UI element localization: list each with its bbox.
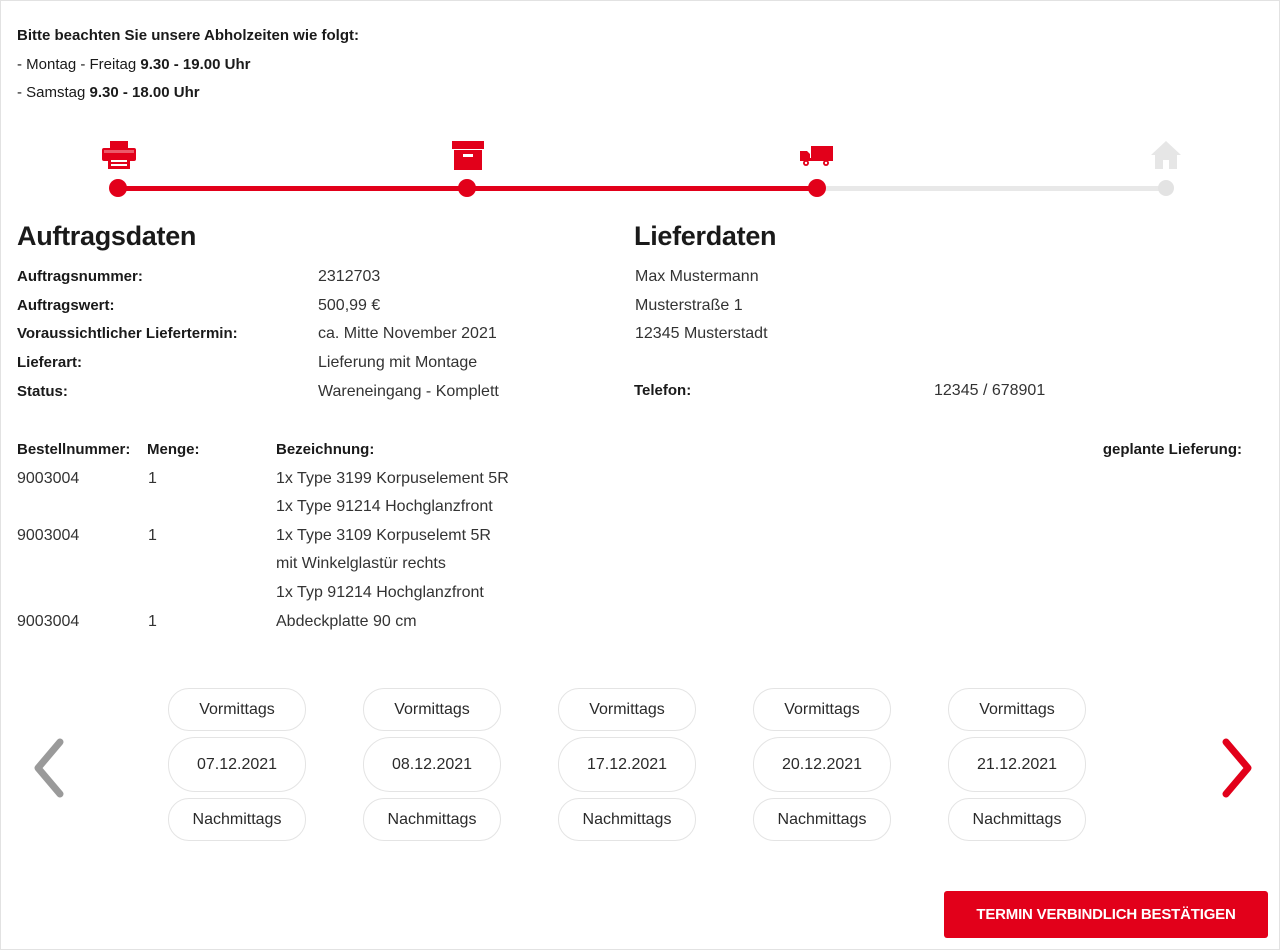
- order-field-row: [17, 263, 577, 292]
- phone-label: Telefon:: [634, 382, 692, 399]
- next-dates-button[interactable]: [1218, 736, 1258, 800]
- table-row: [17, 522, 1242, 608]
- item-description: [276, 465, 509, 522]
- date-button[interactable]: 08.12.2021: [363, 737, 501, 792]
- status-value: Wareneingang - Komplett: [318, 382, 499, 400]
- delivery-data-title: Lieferdaten: [634, 221, 777, 251]
- archive-box-icon: [448, 138, 488, 172]
- table-header: [17, 436, 1242, 465]
- item-description-line: 1x Type 91214 Hochglanzfront: [276, 498, 493, 516]
- house-icon: [1146, 138, 1186, 172]
- slot-day-1: [168, 688, 306, 841]
- header-quantity: Menge:: [147, 441, 200, 458]
- expected-delivery-label: Voraussichtlicher Liefertermin:: [17, 325, 238, 343]
- order-field-row: [17, 378, 577, 407]
- progress-node-3: [808, 179, 826, 197]
- order-number-value: 2312703: [318, 268, 381, 285]
- order-data-title: Auftragsdaten: [17, 221, 197, 251]
- item-description: [276, 522, 491, 608]
- morning-slot-button[interactable]: Vormittags: [948, 688, 1086, 731]
- item-description-line: 1x Type 3109 Korpuselemt 5R: [276, 526, 491, 544]
- delivery-slot-picker: [0, 688, 1280, 848]
- truck-icon: [797, 138, 837, 172]
- weekdays-hours: 9.30 - 19.00 Uhr: [140, 55, 251, 73]
- item-quantity: 1: [148, 612, 157, 630]
- item-description-line: mit Winkelglastür rechts: [276, 555, 446, 573]
- delivery-type-label: Lieferart:: [17, 354, 83, 372]
- weekdays-label: - Montag - Freitag: [17, 55, 141, 73]
- slot-day-3: [558, 688, 696, 841]
- saturday-hours: 9.30 - 18.00 Uhr: [89, 84, 200, 101]
- date-button[interactable]: 20.12.2021: [753, 737, 891, 792]
- chevron-left-icon: [28, 736, 68, 800]
- date-button[interactable]: 07.12.2021: [168, 737, 306, 792]
- order-field-row: [17, 320, 577, 349]
- printer-icon: [99, 138, 139, 172]
- order-items-table: [17, 436, 1242, 636]
- item-description-line: 1x Type 3199 Korpuselement 5R: [276, 469, 509, 487]
- recipient-city: 12345 Musterstadt: [635, 325, 768, 343]
- recipient-name: Max Mustermann: [635, 268, 759, 285]
- item-description: [276, 608, 417, 637]
- item-description-line: 1x Typ 91214 Hochglanzfront: [276, 583, 484, 601]
- order-progress-tracker: [0, 130, 1280, 210]
- pickup-hours-weekdays: [17, 51, 359, 80]
- item-number: 9003004: [17, 612, 80, 630]
- afternoon-slot-button[interactable]: Nachmittags: [168, 798, 306, 841]
- date-button[interactable]: 21.12.2021: [948, 737, 1086, 792]
- order-value-value: 500,99 €: [318, 296, 381, 314]
- morning-slot-button[interactable]: Vormittags: [168, 688, 306, 731]
- item-quantity: 1: [148, 526, 157, 544]
- pickup-hours-heading: Bitte beachten Sie unsere Abholzeiten wie folgt:: [17, 27, 359, 44]
- table-row: [17, 465, 1242, 522]
- item-description-line: Abdeckplatte 90 cm: [276, 612, 417, 630]
- item-quantity: 1: [148, 469, 157, 487]
- chevron-right-icon: [1218, 736, 1258, 800]
- delivery-address: [635, 263, 768, 349]
- item-number: 9003004: [17, 526, 80, 544]
- confirm-appointment-button[interactable]: TERMIN VERBINDLICH BESTÄTIGEN: [944, 891, 1268, 938]
- order-field-row: [17, 292, 577, 321]
- slot-day-2: [363, 688, 501, 841]
- morning-slot-button[interactable]: Vormittags: [753, 688, 891, 731]
- order-field-row: [17, 349, 577, 378]
- slot-day-5: [948, 688, 1086, 841]
- date-button[interactable]: 17.12.2021: [558, 737, 696, 792]
- phone-row: [634, 377, 1134, 406]
- afternoon-slot-button[interactable]: Nachmittags: [558, 798, 696, 841]
- status-label: Status:: [17, 382, 68, 400]
- progress-node-4: [1158, 180, 1174, 196]
- afternoon-slot-button[interactable]: Nachmittags: [363, 798, 501, 841]
- progress-node-2: [458, 179, 476, 197]
- header-order-number: Bestellnummer:: [17, 441, 131, 458]
- saturday-label: - Samstag: [17, 84, 90, 101]
- order-number-label: Auftragsnummer:: [17, 268, 143, 285]
- expected-delivery-value: ca. Mitte November 2021: [318, 325, 497, 343]
- table-row: [17, 608, 1242, 637]
- order-details: [17, 263, 577, 406]
- previous-dates-button[interactable]: [28, 736, 68, 800]
- delivery-type-value: Lieferung mit Montage: [318, 354, 478, 372]
- pickup-hours-saturday: [17, 79, 359, 108]
- recipient-street: Musterstraße 1: [635, 296, 743, 314]
- item-number: 9003004: [17, 469, 80, 487]
- slot-day-4: [753, 688, 891, 841]
- header-planned-delivery: geplante Lieferung:: [1102, 441, 1242, 458]
- afternoon-slot-button[interactable]: Nachmittags: [753, 798, 891, 841]
- afternoon-slot-button[interactable]: Nachmittags: [948, 798, 1086, 841]
- header-description: Bezeichnung:: [276, 441, 375, 458]
- progress-node-1: [109, 179, 127, 197]
- order-value-label: Auftragswert:: [17, 296, 115, 314]
- phone-value: 12345 / 678901: [934, 382, 1046, 399]
- morning-slot-button[interactable]: Vormittags: [363, 688, 501, 731]
- morning-slot-button[interactable]: Vormittags: [558, 688, 696, 731]
- pickup-hours-notice: [17, 22, 359, 108]
- progress-track-pending: [817, 186, 1166, 191]
